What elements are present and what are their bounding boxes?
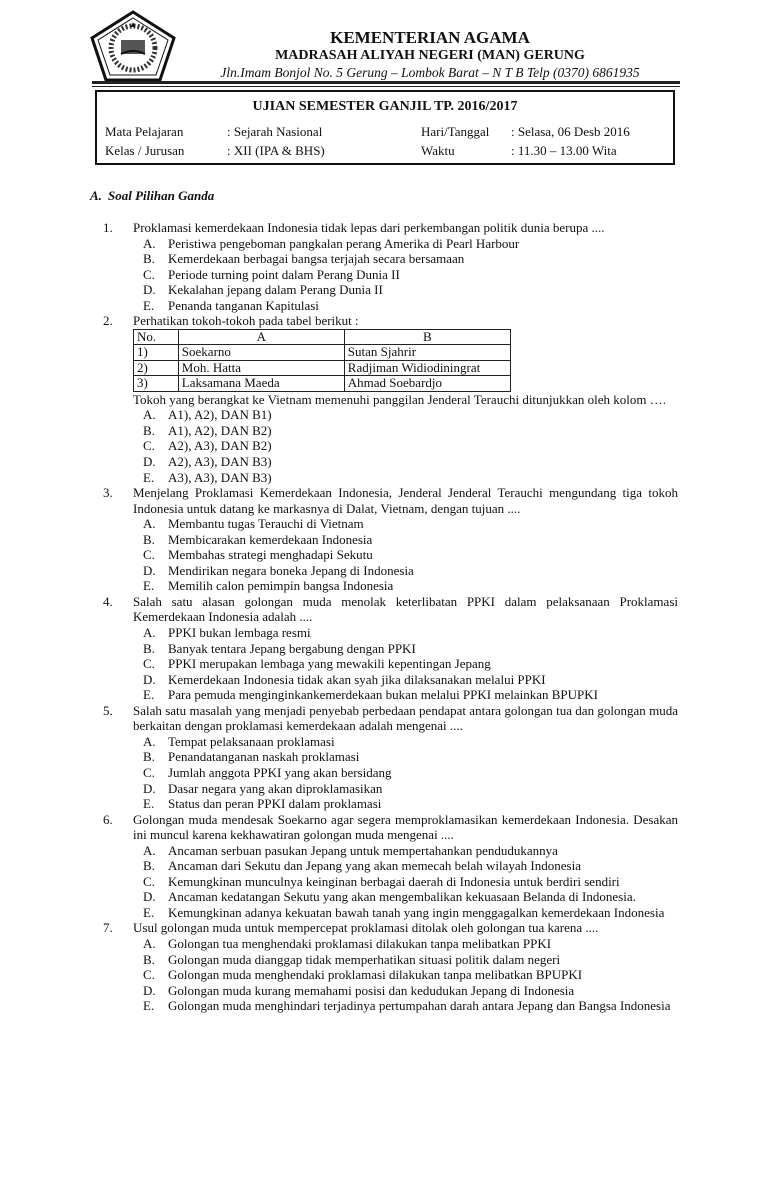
option-letter: B. <box>143 640 155 656</box>
answer-option[interactable] <box>143 298 678 314</box>
table-cell: Ahmad Soebardjo <box>344 376 510 392</box>
answer-option[interactable] <box>143 796 678 812</box>
answer-option[interactable] <box>143 734 678 750</box>
question-body <box>133 812 678 921</box>
answer-option[interactable] <box>143 983 678 999</box>
date-value: : Selasa, 06 Desb 2016 <box>511 124 630 139</box>
question-number: 2. <box>103 313 113 329</box>
option-text: PPKI merupakan lembaga yang mewakili kepentingan Jepang <box>168 656 491 672</box>
option-text: Kekalahan jepang dalam Perang Dunia II <box>168 282 383 298</box>
table-cell: Soekarno <box>178 345 344 361</box>
answer-option[interactable] <box>143 641 678 657</box>
option-letter: E. <box>143 904 155 920</box>
table-cell: 3) <box>134 376 179 392</box>
option-text: A2), A3), DAN B3) <box>168 454 272 470</box>
answer-option[interactable] <box>143 749 678 765</box>
option-letter: C. <box>143 873 155 889</box>
answer-option[interactable] <box>143 889 678 905</box>
question-stem: Usul golongan muda untuk mempercepat proklamasi ditolak oleh golongan tua karena .... <box>133 920 599 936</box>
option-text: Mendirikan negara boneka Jepang di Indonesia <box>168 562 414 578</box>
time-label: Waktu <box>421 143 455 158</box>
question-item <box>103 313 678 485</box>
question-number: 5. <box>103 702 113 718</box>
answer-option[interactable] <box>143 656 678 672</box>
option-text: Kemungkinan munculnya keinginan berbagai daerah di Indonesia untuk berdiri sendiri <box>168 873 620 889</box>
option-letter: A. <box>143 935 156 951</box>
option-text: A2), A3), DAN B2) <box>168 438 272 454</box>
answer-option[interactable] <box>143 516 678 532</box>
answer-option[interactable] <box>143 423 678 439</box>
ministry-logo <box>90 10 176 82</box>
option-text: Memilih calon pemimpin bangsa Indonesia <box>168 578 394 594</box>
class-label: Kelas / Jurusan <box>105 143 185 158</box>
answer-option[interactable] <box>143 578 678 594</box>
question-item <box>103 594 678 703</box>
answer-option[interactable] <box>143 454 678 470</box>
ministry-name: KEMENTERIAN AGAMA <box>330 28 530 47</box>
header-divider <box>92 81 680 84</box>
section-title: Soal Pilihan Ganda <box>108 188 215 203</box>
question-item <box>103 920 678 1013</box>
option-text: Kemerdekaan berbagai bangsa terjajah secara bersamaan <box>168 251 465 267</box>
option-text: Para pemuda menginginkankemerdekaan bukan melalui PPKI melainkan BPUPKI <box>168 687 598 703</box>
answer-option[interactable] <box>143 952 678 968</box>
option-letter: E. <box>143 687 155 703</box>
option-text: Golongan muda menghendaki proklamasi dilakukan tanpa melibatkan BPUPKI <box>168 967 583 983</box>
option-letter: D. <box>143 982 156 998</box>
table-cell: Radjiman Widiodiningrat <box>344 360 510 376</box>
option-letter: E. <box>143 578 155 594</box>
option-text: Dasar negara yang akan diproklamasikan <box>168 780 383 796</box>
option-letter: E. <box>143 796 155 812</box>
option-letter: B. <box>143 251 155 267</box>
answer-option[interactable] <box>143 236 678 252</box>
answer-option[interactable] <box>143 547 678 563</box>
time-value: : 11.30 – 13.00 Wita <box>511 143 617 158</box>
header-divider-thin <box>92 86 680 87</box>
option-text: Golongan tua menghendaki proklamasi dilakukan tanpa melibatkan PPKI <box>168 935 552 951</box>
answer-option[interactable] <box>143 858 678 874</box>
question-number: 1. <box>103 220 113 235</box>
answer-option[interactable] <box>143 843 678 859</box>
exam-info-box <box>95 90 675 165</box>
question-body <box>133 313 678 485</box>
question-number: 3. <box>103 485 113 501</box>
option-letter: B. <box>143 422 155 438</box>
question-item <box>103 220 678 313</box>
answer-option[interactable] <box>143 532 678 548</box>
date-label: Hari/Tanggal <box>421 124 490 139</box>
table-header-cell: B <box>344 329 510 345</box>
option-text: Golongan muda kurang memahami posisi dan kedudukan Jepang di Indonesia <box>168 982 575 998</box>
option-text: A1), A2), DAN B2) <box>168 422 272 438</box>
option-letter: B. <box>143 531 155 547</box>
option-letter: D. <box>143 671 156 687</box>
answer-option[interactable] <box>143 625 678 641</box>
table-header-cell: No. <box>134 329 179 345</box>
section-letter: A. <box>90 188 102 203</box>
option-text: A3), A3), DAN B3) <box>168 469 272 485</box>
question-stem: Perhatikan tokoh-tokoh pada tabel berikut : <box>133 313 359 329</box>
question-stem-continued: Tokoh yang berangkat ke Vietnam memenuhi panggilan Jenderal Terauchi ditunjukkan oleh kolom …. <box>133 391 667 407</box>
school-address: Jln.Imam Bonjol No. 5 Gerung – Lombok Barat – N T B Telp (0370) 6861935 <box>220 65 640 80</box>
question-item <box>103 485 678 594</box>
answer-option[interactable] <box>143 282 678 298</box>
option-text: Jumlah anggota PPKI yang akan bersidang <box>168 764 392 780</box>
answer-option[interactable] <box>143 874 678 890</box>
option-letter: D. <box>143 780 156 796</box>
question-stem: Salah satu alasan golongan muda menolak keterlibatan PPKI dalam pelaksanaan Proklamasi Kemerdekaan Indonesia adalah .... <box>133 593 678 625</box>
table-header-cell: A <box>178 329 344 345</box>
table-header-row <box>134 329 511 345</box>
question-body <box>133 220 678 313</box>
answer-option[interactable] <box>143 765 678 781</box>
option-text: Golongan muda menghindari terjadinya pertumpahan darah antara Jepang dan Bangsa Indonesia <box>168 998 671 1014</box>
option-letter: A. <box>143 625 156 641</box>
answer-option[interactable] <box>143 267 678 283</box>
question-stem: Proklamasi kemerdekaan Indonesia tidak lepas dari perkembangan politik dunia berupa .... <box>133 220 605 235</box>
option-letter: A. <box>143 235 156 251</box>
option-letter: B. <box>143 858 155 874</box>
question-item <box>103 703 678 812</box>
subject-value: : Sejarah Nasional <box>227 124 323 139</box>
option-text: Kemerdekaan Indonesia tidak akan syah jika dilaksanakan melalui PPKI <box>168 671 546 687</box>
option-letter: D. <box>143 282 156 298</box>
option-letter: E. <box>143 998 155 1014</box>
table-cell: Sutan Sjahrir <box>344 345 510 361</box>
question-stem: Golongan muda mendesak Soekarno agar segera memproklamasikan kemerdekaan Indonesia. Desakan ini muncul karena kekhawatiran golongan muda mengenai .... <box>133 811 678 843</box>
answer-option[interactable] <box>143 905 678 921</box>
option-letter: A. <box>143 842 156 858</box>
option-text: Ancaman dari Sekutu dan Jepang yang akan memecah belah wilayah Indonesia <box>168 858 581 874</box>
option-text: Periode turning point dalam Perang Dunia II <box>168 266 400 282</box>
option-text: Penandatanganan naskah proklamasi <box>168 749 360 765</box>
option-letter: B. <box>143 749 155 765</box>
option-letter: A. <box>143 516 156 532</box>
answer-option[interactable] <box>143 781 678 797</box>
school-name: MADRASAH ALIYAH NEGERI (MAN) GERUNG <box>275 48 585 63</box>
option-letter: A. <box>143 733 156 749</box>
answer-option[interactable] <box>143 936 678 952</box>
question-list <box>103 220 678 1014</box>
option-letter: C. <box>143 656 155 672</box>
answer-option[interactable] <box>143 407 678 423</box>
class-value: : XII (IPA & BHS) <box>227 143 325 158</box>
option-text: Membicarakan kemerdekaan Indonesia <box>168 531 373 547</box>
option-letter: E. <box>143 469 155 485</box>
question-stem: Salah satu masalah yang menjadi penyebab perbedaan pendapat antara golongan tua dan golongan muda berkaitan dengan proklamasi kemerdekaan adalah mengenai .... <box>133 702 678 734</box>
answer-option[interactable] <box>143 251 678 267</box>
option-letter: A. <box>143 407 156 423</box>
option-text: Status dan peran PPKI dalam proklamasi <box>168 796 382 812</box>
table-row <box>134 376 511 392</box>
table-cell: Laksamana Maeda <box>178 376 344 392</box>
answer-option[interactable] <box>143 672 678 688</box>
option-text: Ancaman kedatangan Sekutu yang akan mengembalikan kekuasaan Belanda di Indonesia. <box>168 889 636 905</box>
question-number: 4. <box>103 593 113 609</box>
table-cell: 1) <box>134 345 179 361</box>
option-letter: D. <box>143 562 156 578</box>
option-text: Peristiwa pengeboman pangkalan perang Amerika di Pearl Harbour <box>168 235 520 251</box>
option-text: Membahas strategi menghadapi Sekutu <box>168 547 373 563</box>
section-heading <box>90 188 214 204</box>
option-text: Golongan muda dianggap tidak memperhatikan situasi politik dalam negeri <box>168 951 561 967</box>
option-letter: C. <box>143 438 155 454</box>
option-letter: D. <box>143 889 156 905</box>
option-text: Kemungkinan adanya kekuatan bawah tanah yang ingin menggagalkan kemerdekaan Indonesia <box>168 904 665 920</box>
table-row <box>134 360 511 376</box>
question-number: 6. <box>103 811 113 827</box>
option-text: Ancaman serbuan pasukan Jepang untuk mempertahankan pendudukannya <box>168 842 558 858</box>
option-letter: C. <box>143 547 155 563</box>
figures-table <box>133 329 511 392</box>
option-letter: B. <box>143 951 155 967</box>
question-body <box>133 485 678 594</box>
table-cell: 2) <box>134 360 179 376</box>
question-body <box>133 594 678 703</box>
question-body <box>133 703 678 812</box>
option-text: Membantu tugas Terauchi di Vietnam <box>168 516 364 532</box>
option-text: Tempat pelaksanaan proklamasi <box>168 733 335 749</box>
option-text: Penanda tanganan Kapitulasi <box>168 297 319 313</box>
exam-title: UJIAN SEMESTER GANJIL TP. 2016/2017 <box>252 99 518 114</box>
option-letter: C. <box>143 967 155 983</box>
answer-option[interactable] <box>143 563 678 579</box>
question-item <box>103 812 678 921</box>
table-cell: Moh. Hatta <box>178 360 344 376</box>
option-text: PPKI bukan lembaga resmi <box>168 625 311 641</box>
option-letter: D. <box>143 454 156 470</box>
answer-option[interactable] <box>143 438 678 454</box>
option-letter: C. <box>143 764 155 780</box>
answer-option[interactable] <box>143 967 678 983</box>
option-text: A1), A2), DAN B1) <box>168 407 272 423</box>
question-stem: Menjelang Proklamasi Kemerdekaan Indonesia, Jenderal Jenderal Terauchi mengundang tiga tokoh Indonesia untuk datang ke markasnya di Dalat, Vietnam, dengan tujuan .... <box>133 485 678 516</box>
question-number: 7. <box>103 920 113 936</box>
subject-label: Mata Pelajaran <box>105 124 184 139</box>
table-row <box>134 345 511 361</box>
option-letter: C. <box>143 266 155 282</box>
answer-option[interactable] <box>143 998 678 1014</box>
answer-option[interactable] <box>143 470 678 486</box>
answer-option[interactable] <box>143 687 678 703</box>
question-body <box>133 920 678 1013</box>
option-letter: E. <box>143 297 155 313</box>
option-text: Banyak tentara Jepang bergabung dengan PPKI <box>168 640 416 656</box>
